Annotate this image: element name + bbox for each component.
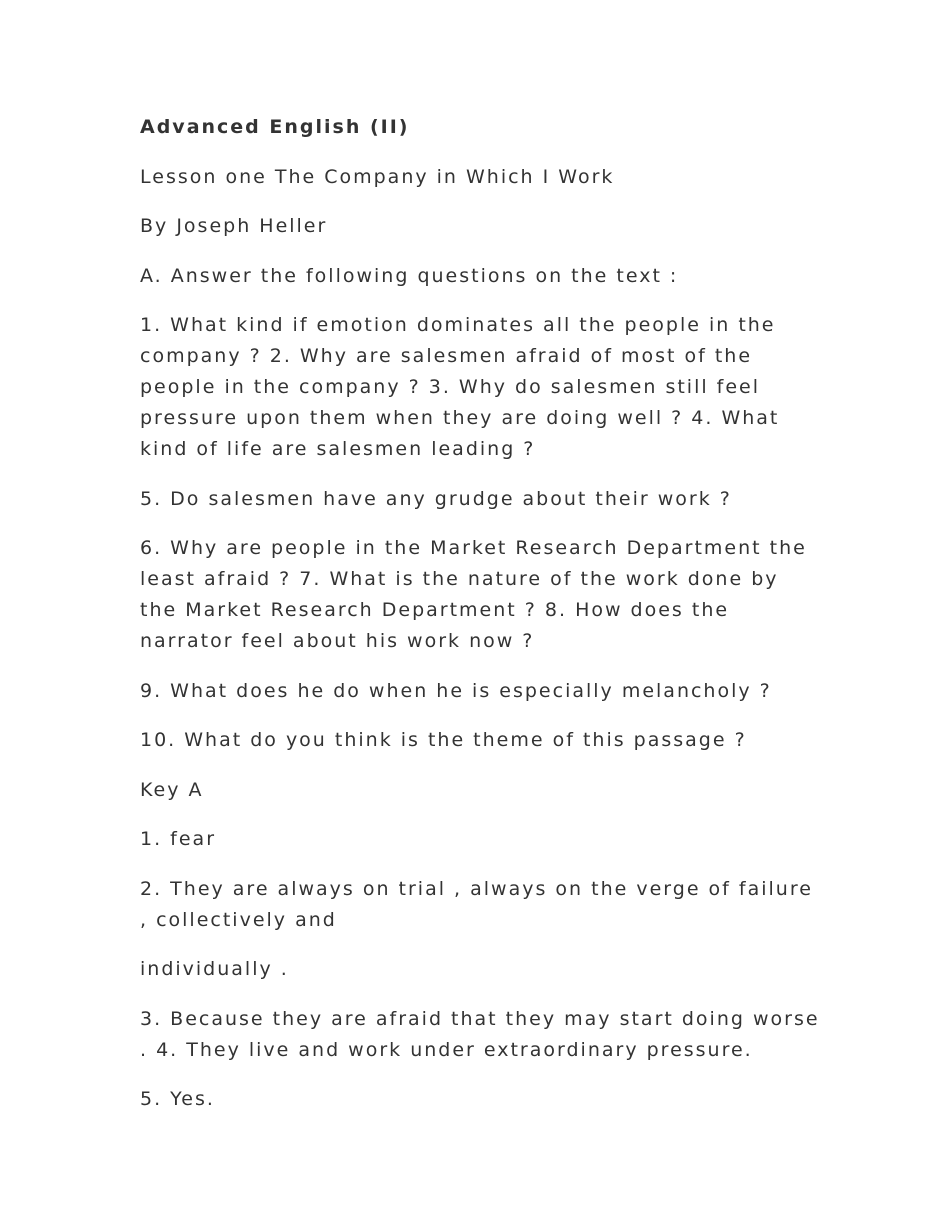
answer-2-part-2: individually .	[140, 958, 289, 980]
question-10: 10. What do you think is the theme of this passage ?	[140, 729, 747, 751]
document-page	[140, 112, 820, 1134]
answer-5: 5. Yes.	[140, 1088, 215, 1110]
lesson-title: Lesson one The Company in Which I Work	[140, 165, 615, 188]
key-heading: Key A	[140, 778, 204, 801]
document-title: Advanced English (II)	[140, 116, 410, 138]
question-9: 9. What does he do when he is especially melancholy ?	[140, 679, 772, 702]
section-a-heading: A. Answer the following questions on the text :	[140, 264, 679, 287]
questions-paragraph: 6. Why are people in the Market Research Department the least afraid ? 7. What is the nature of the work done by the Market Research Department ? 8. How does the narrator feel about his work now ?	[140, 537, 807, 652]
question-5: 5. Do salesmen have any grudge about their work ?	[140, 487, 732, 510]
answer-2-part-1: 2. They are always on trial , always on the verge of failure , collectively and	[140, 877, 813, 931]
answers-3-4: 3. Because they are afraid that they may start doing worse . 4. They live and work under extraordinary pressure.	[140, 1007, 820, 1061]
questions-paragraph: 1. What kind if emotion dominates all the people in the company ? 2. Why are salesmen afraid of most of the people in the company ? 3. Why do salesmen still feel pressure upon them when they are doing well ? 4. What kind of life are salesmen leading ?	[140, 314, 780, 460]
answer-1: 1. fear	[140, 828, 217, 850]
author-line: By Joseph Heller	[140, 215, 328, 237]
